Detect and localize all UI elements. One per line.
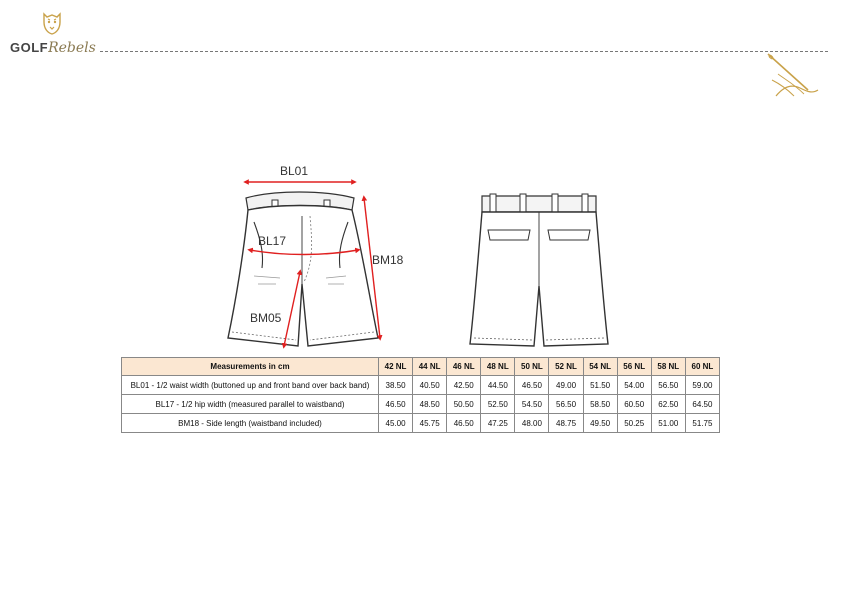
cell-value: 62.50 <box>651 395 685 414</box>
cell-value: 48.00 <box>515 414 549 433</box>
header-size: 44 NL <box>413 358 447 376</box>
header-size: 60 NL <box>685 358 719 376</box>
golden-needle-icon <box>764 50 820 100</box>
header-size: 54 NL <box>583 358 617 376</box>
cell-value: 59.00 <box>685 376 719 395</box>
cell-value: 54.00 <box>617 376 651 395</box>
brand-name <box>10 40 96 56</box>
header-size: 46 NL <box>447 358 481 376</box>
row-label: BM18 - Side length (waistband included) <box>122 414 379 433</box>
cell-value: 48.50 <box>413 395 447 414</box>
label-bl01: BL01 <box>280 164 309 178</box>
cell-value: 50.25 <box>617 414 651 433</box>
cell-value: 56.50 <box>549 395 583 414</box>
table-header-row <box>122 358 720 376</box>
cell-value: 54.50 <box>515 395 549 414</box>
table-row <box>122 395 720 414</box>
header-size: 42 NL <box>379 358 413 376</box>
front-shorts-diagram <box>214 160 404 352</box>
brand-name-golf: GOLF <box>10 40 49 55</box>
header-dashed-rule <box>100 51 828 52</box>
cell-value: 44.50 <box>481 376 515 395</box>
label-bl17: BL17 <box>258 234 287 248</box>
cell-value: 46.50 <box>447 414 481 433</box>
cell-value: 51.50 <box>583 376 617 395</box>
cell-value: 49.50 <box>583 414 617 433</box>
cell-value: 45.75 <box>413 414 447 433</box>
cell-value: 64.50 <box>685 395 719 414</box>
header-size: 50 NL <box>515 358 549 376</box>
cell-value: 50.50 <box>447 395 481 414</box>
cell-value: 40.50 <box>413 376 447 395</box>
table-row <box>122 376 720 395</box>
cell-value: 51.75 <box>685 414 719 433</box>
cell-value: 47.25 <box>481 414 515 433</box>
cell-value: 45.00 <box>379 414 413 433</box>
back-shorts-diagram <box>466 190 612 350</box>
header-size: 48 NL <box>481 358 515 376</box>
brand-logo <box>10 10 102 66</box>
cell-value: 51.00 <box>651 414 685 433</box>
header-size: 52 NL <box>549 358 583 376</box>
table-row <box>122 414 720 433</box>
cell-value: 58.50 <box>583 395 617 414</box>
cell-value: 46.50 <box>515 376 549 395</box>
header-size: 58 NL <box>651 358 685 376</box>
cell-value: 56.50 <box>651 376 685 395</box>
row-label: BL01 - 1/2 waist width (buttoned up and front band over back band) <box>122 376 379 395</box>
cell-value: 52.50 <box>481 395 515 414</box>
cell-value: 49.00 <box>549 376 583 395</box>
label-bm05: BM05 <box>250 311 282 325</box>
cell-value: 46.50 <box>379 395 413 414</box>
cell-value: 38.50 <box>379 376 413 395</box>
header-size: 56 NL <box>617 358 651 376</box>
header-measurements: Measurements in cm <box>122 358 379 376</box>
cell-value: 60.50 <box>617 395 651 414</box>
label-bm18: BM18 <box>372 253 404 267</box>
row-label: BL17 - 1/2 hip width (measured parallel to waistband) <box>122 395 379 414</box>
cell-value: 48.75 <box>549 414 583 433</box>
cell-value: 42.50 <box>447 376 481 395</box>
tiger-head-icon <box>40 10 64 36</box>
brand-name-rebels: Rebels <box>48 40 96 56</box>
size-chart-table <box>121 357 720 433</box>
